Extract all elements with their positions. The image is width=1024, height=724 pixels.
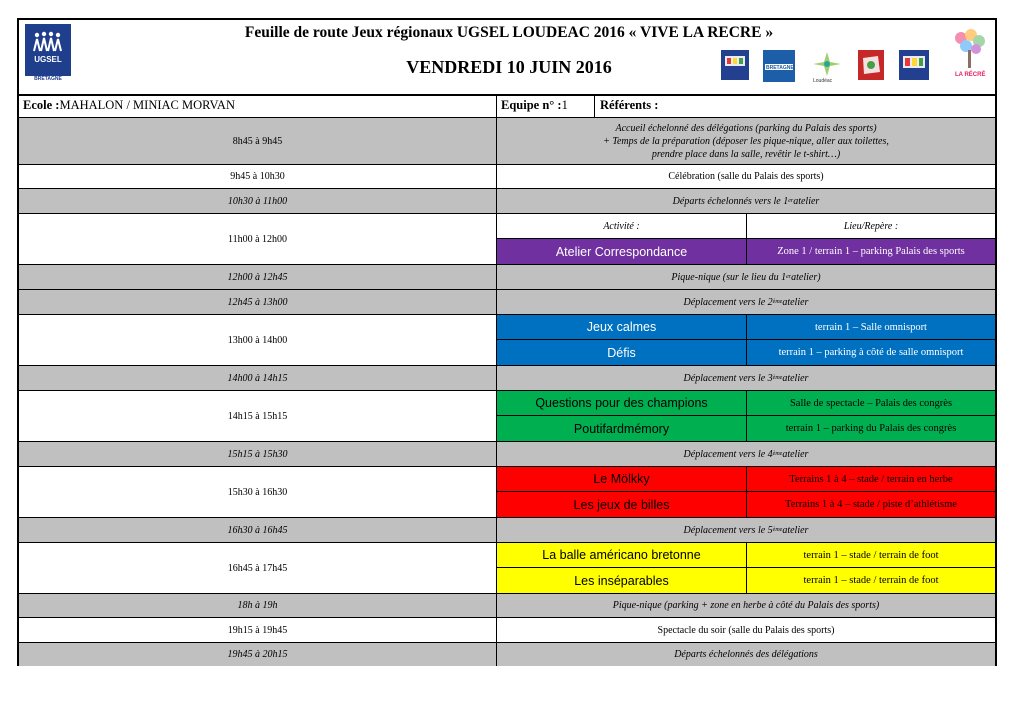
desc-text: atelier	[782, 372, 809, 384]
place-cell: Terrains 1 à 4 – stade / piste d’athlétisme	[747, 492, 995, 517]
schedule-row	[19, 118, 995, 165]
ecole-cell	[19, 94, 497, 117]
desc-cell	[497, 366, 995, 390]
loudeac-logo	[811, 50, 843, 86]
time-cell: 15h30 à 16h30	[19, 467, 497, 517]
desc-cell: Spectacle du soir (salle du Palais des sports)	[657, 624, 835, 636]
place-cell: terrain 1 – Salle omnisport	[747, 315, 995, 340]
schedule-row	[19, 518, 995, 543]
activity-cell: Atelier Correspondance	[497, 239, 747, 264]
time-cell: 14h00 à 14h15	[19, 366, 497, 390]
place-header: Lieu/Repère :	[747, 214, 995, 239]
desc-cell: Pique-nique (parking + zone en herbe à côté du Palais des sports)	[612, 600, 880, 611]
activity-cell: Le Mölkky	[497, 467, 747, 492]
desc-cell	[497, 118, 995, 164]
cotes-armor-logo	[858, 50, 884, 80]
schedule-row	[19, 594, 995, 618]
page-title: Feuille de route Jeux régionaux UGSEL LOUDEAC 2016 « VIVE LA RECRE »	[244, 24, 774, 41]
time-cell: 12h00 à 12h45	[19, 265, 497, 289]
schedule-row	[19, 391, 995, 442]
desc-text: Pique-nique (sur le lieu du 1	[671, 271, 787, 283]
schedule-row	[19, 543, 995, 594]
desc-text: atelier	[793, 195, 820, 207]
desc-sup: ème	[772, 451, 783, 457]
bretagne-caption: BRETAGNE	[766, 65, 794, 71]
time-cell: 13h00 à 14h00	[19, 315, 497, 365]
ugsel-figures-icon	[32, 31, 64, 53]
region-bretagne-logo	[763, 50, 795, 82]
schedule-row	[19, 290, 995, 315]
time-cell: 14h15 à 15h15	[19, 391, 497, 441]
schedule-row	[19, 643, 995, 666]
activity-cell: Défis	[497, 340, 747, 365]
desc-line: Accueil échelonné des délégations (parking du Palais des sports)	[615, 122, 877, 134]
place-cell: terrain 1 – stade / terrain de foot	[747, 543, 995, 568]
schedule-row	[19, 265, 995, 290]
activity-header: Activité :	[497, 214, 747, 239]
place-cell: terrain 1 – stade / terrain de foot	[747, 568, 995, 593]
activity-cell: Poutifardmémory	[497, 416, 747, 441]
header	[19, 20, 995, 96]
ugsel-logo-text: UGSEL	[34, 55, 62, 64]
desc-sup: er	[786, 274, 792, 280]
time-cell: 11h00 à 12h00	[19, 214, 497, 264]
loudeac-caption: Loudéac	[813, 78, 833, 84]
desc-cell	[497, 442, 995, 466]
desc-cell	[497, 189, 995, 213]
time-cell: 15h15 à 15h30	[19, 442, 497, 466]
schedule-row	[19, 467, 995, 518]
place-cell: Salle de spectacle – Palais des congrès	[747, 391, 995, 416]
ecole-value: MAHALON / MINIAC MORVAN	[59, 98, 235, 112]
recre-caption: LA RÉCRÉ	[955, 72, 986, 78]
desc-sup: er	[788, 198, 794, 204]
ecole-label: Ecole :	[23, 98, 60, 112]
ugsel-logo	[25, 24, 71, 76]
desc-line: prendre place dans la salle, revêtir le t-shirt…)	[651, 148, 841, 160]
activity-cell: La balle américano bretonne	[497, 543, 747, 568]
equipe-cell	[497, 94, 595, 117]
desc-text: atelier	[782, 296, 809, 308]
vive-la-recre-logo	[949, 28, 989, 84]
schedule-row	[19, 366, 995, 391]
activity-cell: Jeux calmes	[497, 315, 747, 340]
info-row	[19, 94, 995, 118]
equipe-value: 1	[561, 98, 568, 112]
place-cell: terrain 1 – parking du Palais des congrès	[747, 416, 995, 441]
desc-sup: ème	[772, 375, 783, 381]
desc-cell	[497, 265, 995, 289]
time-cell: 19h15 à 19h45	[19, 618, 497, 642]
desc-cell	[497, 290, 995, 314]
desc-text: Déplacement vers le 3	[683, 372, 773, 384]
referents-label: Référents :	[600, 98, 659, 112]
desc-sup: ème	[772, 527, 783, 533]
time-cell: 18h à 19h	[19, 594, 497, 617]
time-cell: 19h45 à 20h15	[19, 643, 497, 666]
ugsel-logo-sub: BRETAGNE	[34, 76, 62, 82]
desc-text: Déplacement vers le 5	[683, 524, 773, 536]
schedule-row	[19, 315, 995, 366]
equipe-label: Equipe n° :	[501, 98, 562, 112]
schedule-row	[19, 618, 995, 643]
desc-text: atelier	[782, 448, 809, 460]
desc-text: atelier)	[791, 271, 821, 283]
ugsel-cotes-armor-logo	[899, 50, 929, 80]
desc-text: Départs échelonnés vers le 1	[672, 195, 789, 207]
activity-cell: Questions pour des champions	[497, 391, 747, 416]
time-cell: 8h45 à 9h45	[19, 118, 497, 164]
place-cell: terrain 1 – parking à côté de salle omnisport	[747, 340, 995, 365]
ugsel-bretagne-logo	[721, 50, 749, 80]
desc-text: Déplacement vers le 4	[683, 448, 773, 460]
time-cell: 9h45 à 10h30	[19, 165, 497, 188]
event-date: VENDREDI 10 JUIN 2016	[406, 57, 612, 77]
desc-cell: Départs échelonnés des délégations	[674, 649, 818, 660]
time-cell: 16h30 à 16h45	[19, 518, 497, 542]
desc-text: atelier	[782, 524, 809, 536]
place-cell: Terrains 1 à 4 – stade / terrain en herbe	[747, 467, 995, 492]
schedule-row	[19, 189, 995, 214]
time-cell: 10h30 à 11h00	[19, 189, 497, 213]
place-cell: Zone 1 / terrain 1 – parking Palais des sports	[747, 239, 995, 264]
desc-cell	[497, 518, 995, 542]
time-cell: 16h45 à 17h45	[19, 543, 497, 593]
time-cell: 12h45 à 13h00	[19, 290, 497, 314]
desc-cell: Célébration (salle du Palais des sports)	[668, 171, 824, 182]
desc-sup: ème	[772, 299, 783, 305]
activity-cell: Les jeux de billes	[497, 492, 747, 517]
referents-cell	[595, 94, 995, 117]
schedule-row	[19, 165, 995, 189]
desc-text: Déplacement vers le 2	[683, 296, 773, 308]
desc-line: + Temps de la préparation (déposer les pique-nique, aller aux toilettes,	[603, 135, 889, 147]
route-sheet	[17, 18, 997, 666]
schedule-row	[19, 442, 995, 467]
schedule-row	[19, 214, 995, 265]
activity-cell: Les inséparables	[497, 568, 747, 593]
